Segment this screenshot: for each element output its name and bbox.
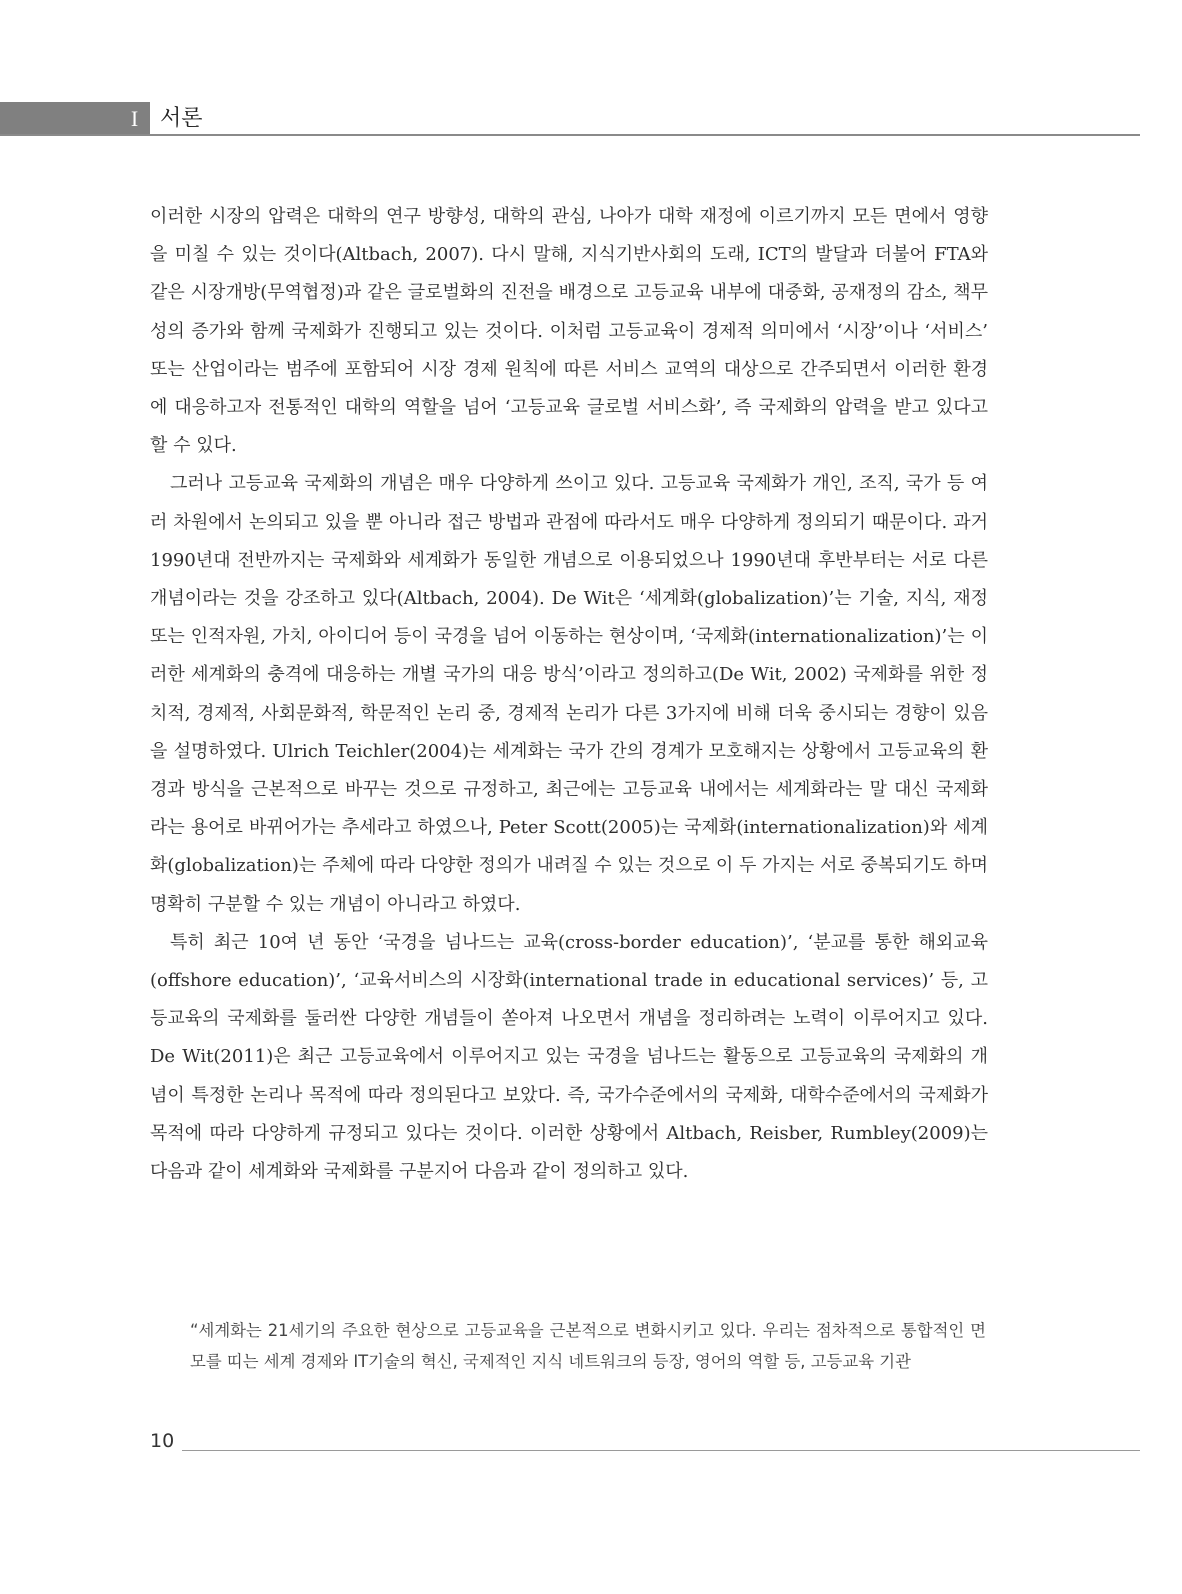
chapter-number: I — [119, 102, 150, 136]
block-quote: “세계화는 21세기의 주요한 현상으로 고등교육을 근본적으로 변화시키고 있다. 우리는 점차적으로 통합적인 면모를 띠는 세계 경제와 IT기술의 혁신, 국제적인 지식 네트워크의 등장, 영어의 역할 등, 고등교육 기관 — [190, 1321, 986, 1371]
footer-rule — [182, 1450, 1140, 1451]
page-number: 10 — [150, 1430, 175, 1452]
paragraph: 이러한 시장의 압력은 대학의 연구 방향성, 대학의 관심, 나아가 대학 재정에 이르기까지 모든 면에서 영향을 미칠 수 있는 것이다(Altbach, 2007). 다시 말해, 지식기반사회의 도래, ICT의 발달과 더불어 FTA와 같은 시장개방(무역협정)과 같은 글로벌화의 진전을 배경으로 고등교육 내부에 대중화, 공재정의 감소, 책무성의 증가와 함께 국제화가 진행되고 있는 것이다. 이처럼 고등교육이 경제적 의미에서 ‘시장’이나 ‘서비스’ 또는 산업이라는 범주에 포함되어 시장 경제 원칙에 따른 서비스 교역의 대상으로 간주되면서 이러한 환경에 대응하고자 전통적인 대학의 역할을 넘어 ‘고등교육 글로벌 서비스화’, 즉 국제화의 압력을 받고 있다고 할 수 있다. — [150, 206, 988, 457]
header-rule — [0, 134, 1140, 136]
paragraph: 그러나 고등교육 국제화의 개념은 매우 다양하게 쓰이고 있다. 고등교육 국제화가 개인, 조직, 국가 등 여러 차원에서 논의되고 있을 뿐 아니라 접근 방법과 관점에 따라서도 매우 다양하게 정의되기 때문이다. 과거 1990년대 전반까지는 국제화와 세계화가 동일한 개념으로 이용되었으나 1990년대 후반부터는 서로 다른 개념이라는 것을 강조하고 있다(Altbach, 2004). De Wit은 ‘세계화(globalization)’는 기술, 지식, 재정 또는 인적자원, 가치, 아이디어 등이 국경을 넘어 이동하는 현상이며, ‘국제화(internationalization)’는 이러한 세계화의 충격에 대응하는 개별 국가의 대응 방식’이라고 정의하고(De Wit, 2002) 국제화를 위한 정치적, 경제적, 사회문화적, 학문적인 논리 중, 경제적 논리가 다른 3가지에 비해 더욱 중시되는 경향이 있음을 설명하였다. Ulrich Teichler(2004)는 세계화는 국가 간의 경계가 모호해지는 상황에서 고등교육의 환경과 방식을 근본적으로 바꾸는 것으로 규정하고, 최근에는 고등교육 내에서는 세계화라는 말 대신 국제화라는 용어로 바뀌어가는 추세라고 하였으나, Peter Scott(2005)는 국제화(internationalization)와 세계화(globalization)는 주체에 따라 다양한 정의가 내려질 수 있는 것으로 이 두 가지는 서로 중복되기도 하며 명확히 구분할 수 있는 개념이 아니라고 하였다. — [150, 473, 988, 915]
body-text — [150, 198, 988, 1191]
chapter-title: 서론 — [160, 106, 203, 131]
paragraph: 특히 최근 10여 년 동안 ‘국경을 넘나드는 교육(cross-border education)’, ‘분교를 통한 해외교육(offshore education)’, ‘교육서비스의 시장화(international trade in educational services)’ 등, 고등교육의 국제화를 둘러싼 다양한 개념들이 쏟아져 나오면서 개념을 정리하려는 노력이 이루어지고 있다. De Wit(2011)은 최근 고등교육에서 이루어지고 있는 국경을 넘나드는 활동으로 고등교육의 국제화의 개념이 특정한 논리나 목적에 따라 정의된다고 보았다. 즉, 국가수준에서의 국제화, 대학수준에서의 국제화가 목적에 따라 다양하게 규정되고 있다는 것이다. 이러한 상황에서 Altbach, Reisber, Rumbley(2009)는 다음과 같이 세계화와 국제화를 구분지어 다음과 같이 정의하고 있다. — [150, 931, 988, 1183]
